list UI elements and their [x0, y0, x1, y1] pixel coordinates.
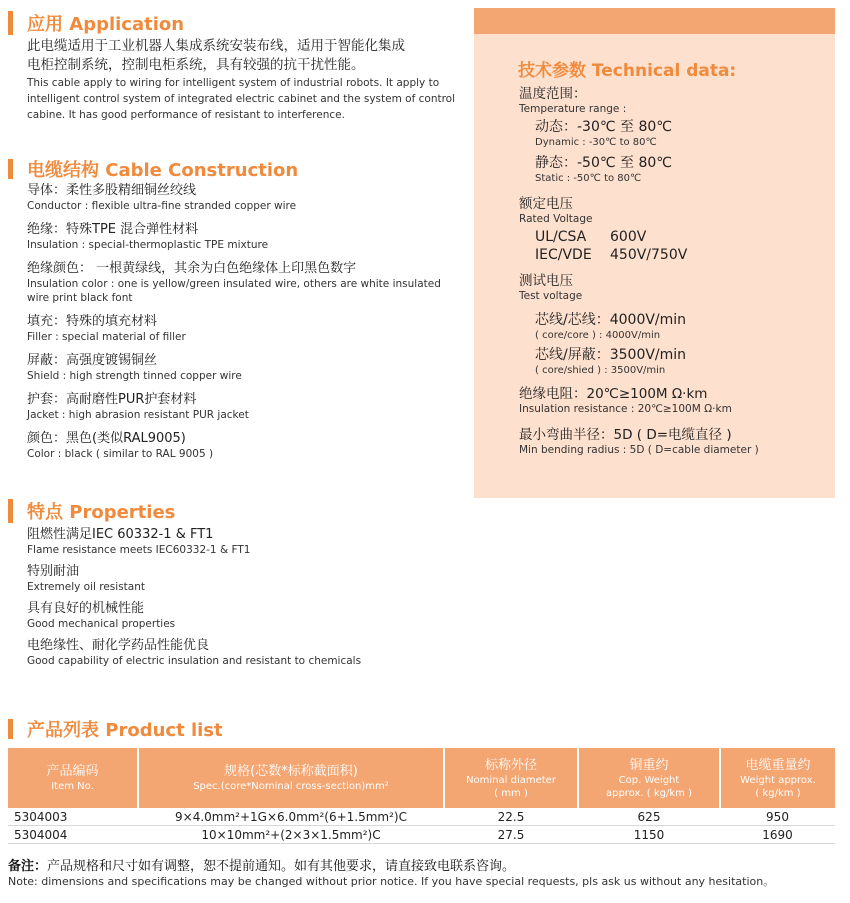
header-item-no — [8, 748, 138, 808]
cell-diameter: 27.5 — [444, 826, 578, 844]
cell-item-no: 5304004 — [8, 826, 138, 844]
construction-item — [27, 313, 441, 344]
static-cn: 静态：-50℃ 至 80℃ — [535, 155, 673, 171]
bending-radius — [519, 426, 759, 457]
technical-data-panel — [474, 8, 835, 498]
construction-heading — [8, 156, 298, 182]
table-header-row — [8, 748, 835, 808]
cell-weight: 1690 — [720, 826, 835, 844]
temperature-static — [535, 154, 672, 185]
static-en: Static : -50℃ to 80℃ — [535, 173, 642, 184]
cell-weight: 950 — [720, 808, 835, 826]
construction-item — [27, 430, 441, 461]
property-item — [27, 526, 361, 557]
test-en: Test voltage — [519, 290, 583, 302]
construction-item — [27, 182, 441, 213]
property-item-cn: 阻燃性满足IEC 60332-1 & FT1 — [27, 527, 214, 542]
header-cn: 标称外径 — [484, 757, 537, 773]
header-weight — [720, 748, 835, 808]
construction-item-cn: 填充：特殊的填充材料 — [27, 314, 158, 329]
header-en: Weight approx. — [740, 774, 816, 786]
construction-item — [27, 260, 441, 305]
product-list-heading — [8, 716, 223, 742]
temperature-range — [519, 85, 626, 116]
property-item-en: Flame resistance meets IEC60332-1 & FT1 — [27, 544, 251, 556]
rated-cn: 额定电压 — [519, 196, 573, 212]
section-marker — [8, 11, 13, 35]
properties-list — [27, 526, 361, 674]
insulation-resistance — [519, 385, 732, 416]
header-diameter — [444, 748, 578, 808]
application-en-line: intelligent control system of integrated electric cabinet and the system of control — [27, 93, 456, 105]
construction-item-cn: 屏蔽：高强度镀锡铜丝 — [27, 353, 158, 368]
properties-heading — [8, 498, 175, 524]
header-cn: 铜重约 — [629, 757, 669, 773]
construction-item-en: Filler : special material of filler — [27, 331, 186, 343]
section-marker — [8, 719, 13, 739]
application-en-line: cabine. It has good performance of resistant to interference. — [27, 109, 345, 121]
temperature-dynamic — [535, 118, 672, 149]
header-en: ( mm ) — [494, 787, 528, 799]
insulation-en: Insulation resistance : 20℃≥100M Ω·km — [519, 403, 732, 415]
construction-item-en: Insulation : special-thermoplastic TPE mixture — [27, 239, 269, 251]
property-item-cn: 具有良好的机械性能 — [27, 601, 145, 616]
section-marker — [8, 159, 13, 179]
construction-item-cn: 绝缘颜色： 一根黄绿线，其余为白色绝缘体上印黑色数字 — [27, 261, 357, 276]
product-table — [8, 748, 835, 844]
construction-item-en: Shield : high strength tinned copper wire — [27, 370, 242, 382]
temperature-en: Temperature range : — [519, 103, 627, 115]
property-item-cn: 电绝缘性、耐化学药品性能优良 — [27, 638, 210, 653]
property-item-en: Good mechanical properties — [27, 618, 176, 630]
construction-item-cn: 导体：柔性多股精细铜丝绞线 — [27, 183, 197, 198]
note-cn — [8, 855, 515, 874]
construction-item-en: wire print black font — [27, 292, 133, 304]
application-cn-line: 此电缆适用于工业机器人集成系统安装布线，适用于智能化集成 — [27, 38, 405, 54]
construction-item-cn: 护套：高耐磨性PUR护套材料 — [27, 392, 197, 407]
header-cn: 规格(芯数*标称截面积) — [224, 764, 358, 779]
rated-voltage — [519, 195, 592, 226]
table-row — [8, 826, 835, 844]
cell-cop-weight: 625 — [578, 808, 720, 826]
header-en: ( kg/km ) — [755, 787, 801, 799]
core-shield-en: ( core/shied ) : 3500V/min — [535, 365, 666, 376]
cell-cop-weight: 1150 — [578, 826, 720, 844]
temperature-cn: 温度范围： — [519, 86, 587, 102]
technical-title: 技术参数 Technical data: — [518, 61, 737, 81]
header-en: approx. ( kg/km ) — [605, 787, 692, 799]
properties-title: 特点 Properties — [27, 502, 176, 523]
header-cn: 电缆重量约 — [745, 757, 811, 773]
ul-value: 600V — [610, 229, 647, 245]
rated-voltage-values — [535, 228, 687, 264]
construction-item — [27, 391, 441, 422]
header-cop-weight — [578, 748, 720, 808]
core-core-en: ( core/core ) : 4000V/min — [535, 330, 661, 341]
header-spec — [138, 748, 444, 808]
core-shield-cn: 芯线/屏蔽：3500V/min — [535, 347, 687, 363]
header-cn: 产品编码 — [46, 764, 99, 779]
application-cn-line: 电柜控制系统，控制电柜系统，具有较强的抗干扰性能。 — [27, 57, 365, 73]
iec-label: IEC/VDE — [535, 247, 592, 263]
header-en: Item No. — [51, 781, 94, 792]
construction-title: 电缆结构 Cable Construction — [27, 160, 299, 181]
construction-item-en: Jacket : high abrasion resistant PUR jacket — [27, 409, 249, 421]
ul-label: UL/CSA — [535, 229, 587, 245]
property-item — [27, 563, 361, 594]
iec-value: 450V/750V — [610, 247, 688, 263]
construction-list — [27, 182, 441, 467]
note-cn-text: 产品规格和尺寸如有调整，恕不提前通知。如有其他要求，请直接致电联系咨询。 — [47, 859, 516, 874]
section-marker — [8, 499, 13, 523]
table-row — [8, 808, 835, 826]
application-title: 应用 Application — [27, 14, 185, 35]
dynamic-cn: 动态：-30℃ 至 80℃ — [535, 119, 673, 135]
construction-item-en: Conductor : flexible ultra-fine stranded copper wire — [27, 200, 297, 212]
note-label: 备注： — [8, 859, 48, 874]
note-en: Note: dimensions and specifications may be changed without prior notice. If you have special requests, pls ask us without any hesitation。 — [8, 875, 775, 888]
application-body — [27, 37, 455, 123]
insulation-cn: 绝缘电阻：20℃≥100M Ω·km — [519, 386, 708, 402]
bending-cn: 最小弯曲半径：5D ( D=电缆直径 ) — [519, 427, 732, 443]
application-en-line: This cable apply to wiring for intelligent system of industrial robots. It apply to — [27, 77, 440, 89]
cell-item-no: 5304003 — [8, 808, 138, 826]
panel-top-bar — [474, 8, 835, 34]
test-voltage — [519, 272, 582, 303]
dynamic-en: Dynamic : -30℃ to 80℃ — [535, 137, 657, 148]
test-cn: 测试电压 — [519, 273, 573, 289]
product-list-title: 产品列表 Product list — [27, 720, 223, 741]
construction-item — [27, 221, 441, 252]
construction-item-en: Color : black ( similar to RAL 9005 ) — [27, 448, 214, 460]
header-en: Cop. Weight — [618, 774, 680, 786]
property-item-en: Good capability of electric insulation and resistant to chemicals — [27, 655, 362, 667]
property-item-en: Extremely oil resistant — [27, 581, 145, 593]
core-core-cn: 芯线/芯线：4000V/min — [535, 312, 687, 328]
construction-item-cn: 绝缘：特殊TPE 混合弹性材料 — [27, 222, 199, 237]
application-heading — [8, 10, 184, 36]
construction-item-en: Insulation color : one is yellow/green insulated wire, others are white insulated — [27, 278, 441, 290]
header-en: Spec.(core*Nominal cross-section)mm² — [193, 781, 389, 792]
bending-en: Min bending radius : 5D ( D=cable diameter ) — [519, 444, 759, 456]
cell-diameter: 22.5 — [444, 808, 578, 826]
test-core-core — [535, 311, 686, 342]
construction-item — [27, 352, 441, 383]
cell-spec: 9×4.0mm²+1G×6.0mm²(6+1.5mm²)C — [138, 808, 444, 826]
property-item — [27, 600, 361, 631]
rated-en: Rated Voltage — [519, 213, 593, 225]
test-core-shield — [535, 346, 686, 377]
construction-item-cn: 颜色：黑色(类似RAL9005) — [27, 431, 186, 446]
property-item — [27, 637, 361, 668]
property-item-cn: 特别耐油 — [27, 564, 80, 579]
header-en: Nominal diameter — [466, 774, 556, 786]
cell-spec: 10×10mm²+(2×3×1.5mm²)C — [138, 826, 444, 844]
